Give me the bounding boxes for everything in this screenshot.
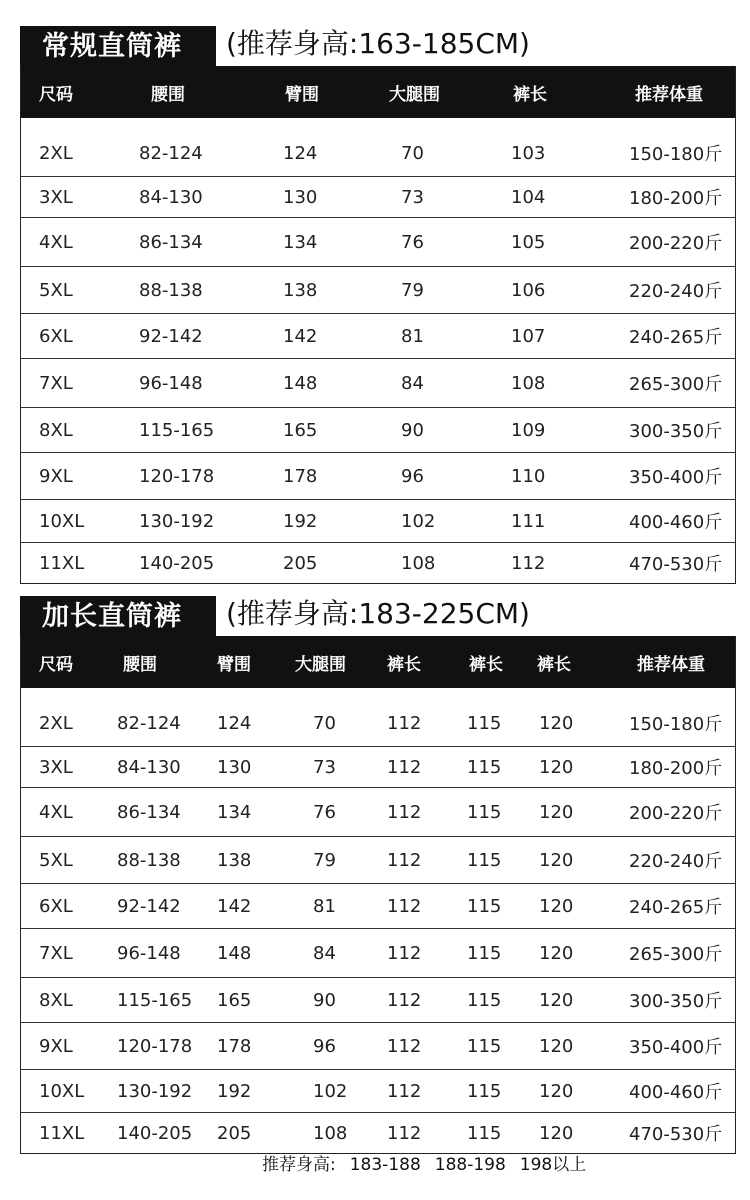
column-header: 腰围	[151, 84, 185, 105]
table-cell: 107	[511, 325, 546, 347]
table-row	[21, 928, 735, 977]
table-cell: 11XL	[39, 1122, 85, 1144]
table-cell: 90	[313, 989, 336, 1011]
table-cell: 148	[283, 372, 318, 394]
table-cell: 112	[387, 895, 422, 917]
table-cell: 120	[539, 1080, 574, 1102]
table-body	[21, 130, 735, 583]
table-cell: 178	[217, 1035, 252, 1057]
table-row	[21, 452, 735, 499]
section-title: 加长直筒裤	[20, 596, 216, 636]
table-row	[21, 1022, 735, 1069]
column-header: 裤长	[387, 654, 421, 675]
table-cell: 102	[313, 1080, 348, 1102]
table-cell: 200-220斤	[629, 233, 723, 254]
table-cell: 350-400斤	[629, 1037, 723, 1058]
table-cell: 88-138	[139, 279, 203, 301]
table-cell: 470-530斤	[629, 554, 723, 575]
table-row	[21, 313, 735, 358]
table-row	[21, 130, 735, 176]
table-cell: 108	[401, 552, 436, 574]
table-cell: 84	[401, 372, 424, 394]
recommended-height-subtitle: (推荐身高:183-225CM)	[226, 597, 530, 630]
footer-range: 183-188	[349, 1155, 421, 1175]
table-row	[21, 1112, 735, 1153]
table-cell: 120	[539, 1035, 574, 1057]
table-cell: 265-300斤	[629, 374, 723, 395]
table-cell: 115	[467, 895, 502, 917]
table-cell: 192	[283, 510, 318, 532]
lengthened-straight-pants-section	[20, 596, 736, 1154]
table-header-row	[21, 636, 735, 688]
regular-straight-pants-section	[20, 26, 736, 584]
table-cell: 115-165	[139, 419, 215, 441]
table-cell: 138	[283, 279, 318, 301]
table-row	[21, 1069, 735, 1112]
column-header: 臂围	[285, 84, 319, 105]
size-table	[20, 66, 736, 584]
table-cell: 81	[313, 895, 336, 917]
recommended-height-subtitle: (推荐身高:163-185CM)	[226, 27, 530, 60]
table-cell: 4XL	[39, 231, 73, 253]
column-header: 裤长	[513, 84, 547, 105]
table-cell: 115	[467, 1035, 502, 1057]
table-cell: 112	[387, 1122, 422, 1144]
footer-range: 198以上	[519, 1155, 587, 1175]
table-cell: 120	[539, 895, 574, 917]
table-cell: 120	[539, 801, 574, 823]
table-cell: 115	[467, 849, 502, 871]
table-cell: 5XL	[39, 279, 73, 301]
table-cell: 130-192	[117, 1080, 193, 1102]
table-cell: 400-460斤	[629, 1082, 723, 1103]
table-cell: 2XL	[39, 712, 73, 734]
table-cell: 8XL	[39, 419, 73, 441]
table-cell: 11XL	[39, 552, 85, 574]
table-cell: 350-400斤	[629, 467, 723, 488]
table-cell: 8XL	[39, 989, 73, 1011]
table-cell: 112	[387, 1035, 422, 1057]
table-cell: 110	[511, 465, 546, 487]
table-cell: 115	[467, 801, 502, 823]
table-cell: 115	[467, 942, 502, 964]
table-cell: 205	[283, 552, 318, 574]
table-cell: 115	[467, 756, 502, 778]
table-cell: 92-142	[117, 895, 181, 917]
table-cell: 470-530斤	[629, 1124, 723, 1145]
table-header-row	[21, 66, 735, 118]
table-cell: 112	[511, 552, 546, 574]
table-cell: 124	[217, 712, 252, 734]
table-cell: 112	[387, 942, 422, 964]
table-cell: 112	[387, 849, 422, 871]
table-row	[21, 407, 735, 452]
table-cell: 112	[387, 801, 422, 823]
table-cell: 140-205	[117, 1122, 193, 1144]
table-cell: 120-178	[139, 465, 215, 487]
footer-range: 188-198	[434, 1155, 506, 1175]
table-row	[21, 836, 735, 883]
footer-label: 推荐身高:	[262, 1155, 336, 1175]
table-cell: 76	[313, 801, 336, 823]
table-cell: 70	[313, 712, 336, 734]
table-cell: 108	[511, 372, 546, 394]
table-cell: 84	[313, 942, 336, 964]
table-row	[21, 266, 735, 313]
table-cell: 180-200斤	[629, 188, 723, 209]
table-cell: 79	[313, 849, 336, 871]
table-cell: 120	[539, 849, 574, 871]
table-cell: 3XL	[39, 186, 73, 208]
table-cell: 300-350斤	[629, 991, 723, 1012]
table-cell: 7XL	[39, 372, 73, 394]
table-cell: 142	[283, 325, 318, 347]
table-cell: 180-200斤	[629, 758, 723, 779]
table-cell: 81	[401, 325, 424, 347]
table-cell: 112	[387, 756, 422, 778]
table-cell: 10XL	[39, 510, 85, 532]
column-header: 尺码	[39, 654, 73, 675]
table-cell: 115	[467, 1080, 502, 1102]
table-cell: 120	[539, 712, 574, 734]
table-row	[21, 217, 735, 266]
table-cell: 104	[511, 186, 546, 208]
table-row	[21, 700, 735, 746]
table-cell: 265-300斤	[629, 944, 723, 965]
table-cell: 108	[313, 1122, 348, 1144]
table-cell: 120-178	[117, 1035, 193, 1057]
table-cell: 70	[401, 142, 424, 164]
table-cell: 86-134	[117, 801, 181, 823]
table-cell: 220-240斤	[629, 281, 723, 302]
table-cell: 165	[217, 989, 252, 1011]
table-cell: 115	[467, 989, 502, 1011]
table-cell: 192	[217, 1080, 252, 1102]
table-cell: 82-124	[139, 142, 203, 164]
table-cell: 115	[467, 1122, 502, 1144]
table-row	[21, 787, 735, 836]
table-cell: 120	[539, 756, 574, 778]
table-cell: 220-240斤	[629, 851, 723, 872]
table-cell: 7XL	[39, 942, 73, 964]
table-cell: 96-148	[139, 372, 203, 394]
table-cell: 2XL	[39, 142, 73, 164]
table-cell: 86-134	[139, 231, 203, 253]
table-cell: 82-124	[117, 712, 181, 734]
table-cell: 300-350斤	[629, 421, 723, 442]
column-header: 腰围	[123, 654, 157, 675]
column-header: 臂围	[217, 654, 251, 675]
table-cell: 142	[217, 895, 252, 917]
table-cell: 124	[283, 142, 318, 164]
table-cell: 130	[283, 186, 318, 208]
table-cell: 4XL	[39, 801, 73, 823]
table-body	[21, 700, 735, 1153]
table-cell: 96	[313, 1035, 336, 1057]
table-cell: 103	[511, 142, 546, 164]
column-header: 尺码	[39, 84, 73, 105]
section-title-row	[20, 26, 736, 66]
table-cell: 165	[283, 419, 318, 441]
column-header: 大腿围	[389, 84, 440, 105]
table-cell: 90	[401, 419, 424, 441]
table-cell: 3XL	[39, 756, 73, 778]
table-cell: 138	[217, 849, 252, 871]
table-row	[21, 746, 735, 787]
table-cell: 112	[387, 1080, 422, 1102]
table-cell: 96	[401, 465, 424, 487]
table-cell: 120	[539, 989, 574, 1011]
table-cell: 102	[401, 510, 436, 532]
table-row	[21, 542, 735, 583]
table-cell: 92-142	[139, 325, 203, 347]
table-row	[21, 358, 735, 407]
table-cell: 6XL	[39, 895, 73, 917]
size-table	[20, 636, 736, 1154]
column-header: 推荐体重	[635, 84, 703, 105]
table-cell: 400-460斤	[629, 512, 723, 533]
section-title-row	[20, 596, 736, 636]
table-cell: 120	[539, 942, 574, 964]
recommended-height-footer	[262, 1150, 600, 1175]
table-cell: 112	[387, 712, 422, 734]
table-row	[21, 977, 735, 1022]
section-title: 常规直筒裤	[20, 26, 216, 66]
column-header: 裤长	[469, 654, 503, 675]
table-cell: 150-180斤	[629, 714, 723, 735]
table-cell: 105	[511, 231, 546, 253]
table-cell: 73	[401, 186, 424, 208]
table-row	[21, 176, 735, 217]
table-cell: 115-165	[117, 989, 193, 1011]
table-cell: 84-130	[117, 756, 181, 778]
table-cell: 73	[313, 756, 336, 778]
table-cell: 240-265斤	[629, 897, 723, 918]
table-cell: 134	[217, 801, 252, 823]
table-cell: 109	[511, 419, 546, 441]
table-cell: 106	[511, 279, 546, 301]
table-cell: 10XL	[39, 1080, 85, 1102]
table-cell: 111	[511, 510, 546, 532]
table-cell: 178	[283, 465, 318, 487]
table-cell: 140-205	[139, 552, 215, 574]
table-cell: 148	[217, 942, 252, 964]
table-cell: 76	[401, 231, 424, 253]
column-header: 大腿围	[295, 654, 346, 675]
table-cell: 6XL	[39, 325, 73, 347]
column-header: 推荐体重	[637, 654, 705, 675]
table-cell: 134	[283, 231, 318, 253]
table-cell: 120	[539, 1122, 574, 1144]
table-cell: 130-192	[139, 510, 215, 532]
table-cell: 200-220斤	[629, 803, 723, 824]
table-cell: 5XL	[39, 849, 73, 871]
table-cell: 88-138	[117, 849, 181, 871]
table-cell: 130	[217, 756, 252, 778]
column-header: 裤长	[537, 654, 571, 675]
table-cell: 79	[401, 279, 424, 301]
table-cell: 115	[467, 712, 502, 734]
table-cell: 9XL	[39, 1035, 73, 1057]
table-cell: 112	[387, 989, 422, 1011]
table-cell: 84-130	[139, 186, 203, 208]
table-cell: 9XL	[39, 465, 73, 487]
table-cell: 205	[217, 1122, 252, 1144]
table-row	[21, 499, 735, 542]
table-cell: 240-265斤	[629, 327, 723, 348]
table-row	[21, 883, 735, 928]
table-cell: 96-148	[117, 942, 181, 964]
table-cell: 150-180斤	[629, 144, 723, 165]
